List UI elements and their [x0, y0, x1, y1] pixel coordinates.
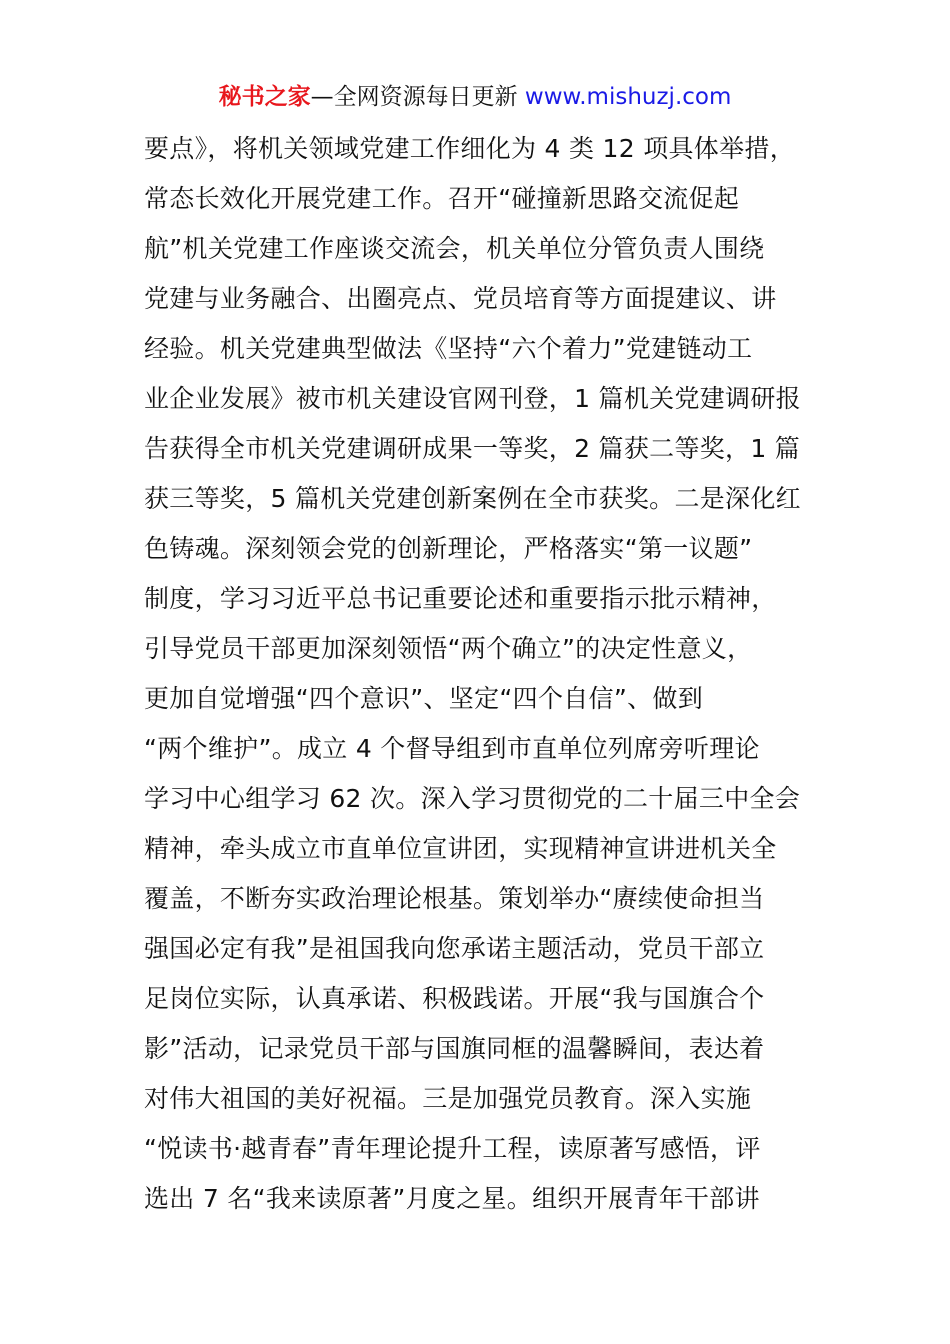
text-line: 告获得全市机关党建调研成果一等奖，2 篇获二等奖，1 篇 — [144, 434, 801, 463]
text-line: 覆盖，不断夯实政治理论根基。策划举办“赓续使命担当 — [144, 884, 765, 913]
text-line: 业企业发展》被市机关建设官网刊登，1 篇机关党建调研报 — [144, 384, 801, 413]
text-line: 精神，牵头成立市直单位宣讲团，实现精神宣讲进机关全 — [144, 834, 777, 863]
text-line: 常态长效化开展党建工作。召开“碰撞新思路交流促起 — [144, 184, 740, 213]
text-line: 强国必定有我”是祖国我向您承诺主题活动，党员干部立 — [144, 934, 765, 963]
text-line: 色铸魂。深刻领会党的创新理论，严格落实“第一议题” — [144, 534, 753, 563]
text-line: 要点》，将机关领域党建工作细化为 4 类 12 项具体举措， — [144, 134, 796, 163]
text-line: 影”活动，记录党员干部与国旗同框的温馨瞬间，表达着 — [144, 1034, 765, 1063]
text-line: “两个维护”。成立 4 个督导组到市直单位列席旁听理论 — [144, 734, 760, 763]
text-line: 选出 7 名“我来读原著”月度之星。组织开展青年干部讲 — [144, 1184, 760, 1213]
watermark-header — [0, 80, 950, 114]
document-body — [144, 124, 824, 1224]
text-line: 航”机关党建工作座谈交流会，机关单位分管负责人围绕 — [144, 234, 765, 263]
text-line: 制度，学习习近平总书记重要论述和重要指示批示精神， — [144, 584, 777, 613]
text-line: “悦读书·越青春”青年理论提升工程，读原著写感悟，评 — [144, 1134, 761, 1163]
text-line: 获三等奖，5 篇机关党建创新案例在全市获奖。二是深化红 — [144, 484, 801, 513]
text-line: 学习中心组学习 62 次。深入学习贯彻党的二十届三中全会 — [144, 784, 801, 813]
site-tagline: —全网资源每日更新 — [310, 84, 525, 110]
site-brand: 秘书之家 — [218, 84, 311, 110]
text-line: 党建与业务融合、出圈亮点、党员培育等方面提建议、讲 — [144, 284, 777, 313]
site-url-link[interactable]: www.mishuzj.com — [524, 84, 732, 110]
text-line: 足岗位实际，认真承诺、积极践诺。开展“我与国旗合个 — [144, 984, 765, 1013]
text-line: 更加自觉增强“四个意识”、坚定“四个自信”、做到 — [144, 684, 704, 713]
text-line: 对伟大祖国的美好祝福。三是加强党员教育。深入实施 — [144, 1084, 752, 1113]
text-line: 经验。机关党建典型做法《坚持“六个着力”党建链动工 — [144, 334, 753, 363]
text-line: 引导党员干部更加深刻领悟“两个确立”的决定性意义， — [144, 634, 753, 663]
